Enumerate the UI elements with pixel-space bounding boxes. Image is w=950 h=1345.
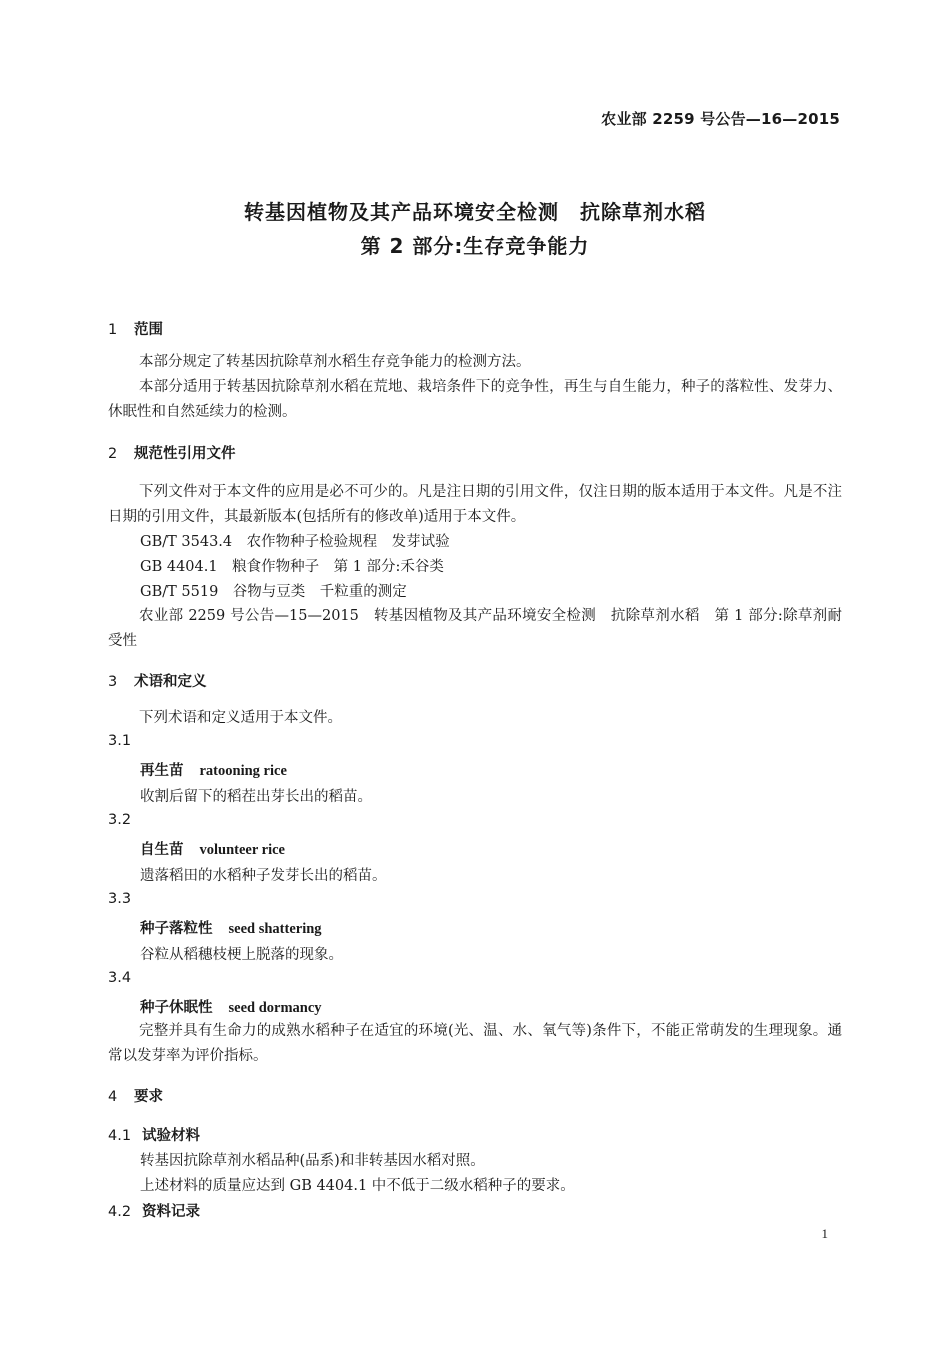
subsection-4-1-heading: 4.1 试验材料 — [108, 1128, 200, 1144]
document-title: 转基因植物及其产品环境安全检测 抗除草剂水稻 — [244, 200, 706, 224]
term-1: 再生苗 ratooning rice — [140, 762, 287, 779]
term-3: 种子落粒性 seed shattering — [140, 920, 322, 937]
subsection-4-1-para-1: 转基因抗除草剂水稻品种(品系)和非转基因水稻对照。 — [140, 1153, 485, 1169]
reference-2: GB 4404.1 粮食作物种子 第 1 部分:禾谷类 — [140, 559, 444, 575]
section-1-para-2: 本部分适用于转基因抗除草剂水稻在荒地、栽培条件下的竞争性，再生与自生能力，种子的落粒性、发芽力、休眠性和自然延续力的检测。 — [108, 379, 842, 420]
term-4: 种子休眠性 seed dormancy — [140, 999, 322, 1016]
section-2-heading: 2 规范性引用文件 — [108, 446, 236, 462]
page-number: 1 — [821, 1226, 828, 1241]
term-3-number: 3.3 — [108, 891, 132, 907]
standard-code: 农业部 2259 号公告—16—2015 — [601, 110, 840, 128]
subsection-4-1-para-2: 上述材料的质量应达到 GB 4404.1 中不低于二级水稻种子的要求。 — [140, 1178, 575, 1194]
section-1-heading: 1 范围 — [108, 322, 163, 338]
reference-1: GB/T 3543.4 农作物种子检验规程 发芽试验 — [140, 534, 450, 550]
term-2-definition: 遗落稻田的水稻种子发芽长出的稻苗。 — [140, 868, 387, 884]
term-4-number: 3.4 — [108, 970, 132, 986]
term-4-definition: 完整并具有生命力的成熟水稻种子在适宜的环境(光、温、水、氧气等)条件下，不能正常萌发的生理现象。通常以发芽率为评价指标。 — [108, 1023, 842, 1064]
section-4-heading: 4 要求 — [108, 1089, 163, 1105]
section-3-para-1: 下列术语和定义适用于本文件。 — [139, 710, 342, 726]
section-2-para-1: 下列文件对于本文件的应用是必不可少的。凡是注日期的引用文件，仅注日期的版本适用于本文件。凡是不注日期的引用文件，其最新版本(包括所有的修改单)适用于本文件。 — [108, 484, 842, 525]
term-2: 自生苗 volunteer rice — [140, 841, 285, 858]
section-3-heading: 3 术语和定义 — [108, 674, 207, 690]
reference-4: 农业部 2259 号公告—15—2015 转基因植物及其产品环境安全检测 抗除草剂水稻 第 1 部分:除草剂耐受性 — [108, 608, 842, 649]
term-1-definition: 收割后留下的稻茬出芽长出的稻苗。 — [140, 789, 372, 805]
subsection-4-2-heading: 4.2 资料记录 — [108, 1204, 200, 1220]
section-1-para-1: 本部分规定了转基因抗除草剂水稻生存竞争能力的检测方法。 — [139, 354, 531, 370]
term-1-number: 3.1 — [108, 733, 132, 749]
term-2-number: 3.2 — [108, 812, 132, 828]
reference-3: GB/T 5519 谷物与豆类 千粒重的测定 — [140, 584, 407, 600]
term-3-definition: 谷粒从稻穗枝梗上脱落的现象。 — [140, 947, 343, 963]
document-subtitle: 第 2 部分:生存竞争能力 — [360, 234, 590, 258]
